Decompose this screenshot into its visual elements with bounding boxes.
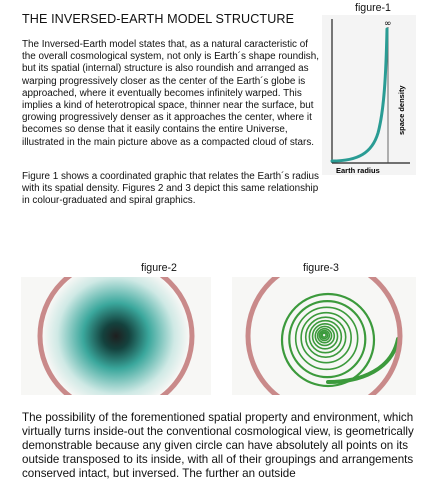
bottom-paragraph: The possibility of the forementioned spatial property and environment, which virtually turns inside-out the conventional cosmological view, is geometrically demonstrable because any given circle can have absolutely all points on its outside transposed to its inside, with all of their groupings and arrangements conserved intact, but inversed. The further an outside xyxy=(22,411,414,480)
figure-1-label: figure-1 xyxy=(355,2,391,14)
page-title: THE INVERSED-EARTH MODEL STRUCTURE xyxy=(22,12,295,26)
figure-2-graphic xyxy=(21,277,211,395)
spiral-ring xyxy=(322,333,326,337)
figure-2-svg xyxy=(21,277,211,395)
figure-3-graphic xyxy=(232,277,416,395)
figure-2-label: figure-2 xyxy=(141,262,177,274)
figures-description-paragraph: Figure 1 shows a coordinated graphic that relates the Earth´s radius with its spatial density. Figures 2 and 3 depict this same relationship in colour-graduated and spiral graphics. xyxy=(22,171,319,207)
x-axis-label: Earth radius xyxy=(336,166,380,175)
spiral xyxy=(282,294,398,386)
figure-1-graph xyxy=(322,15,416,175)
y-axis-label: space density xyxy=(397,85,406,135)
figure-3-label: figure-3 xyxy=(303,262,339,274)
infinity-symbol: ∞ xyxy=(384,19,392,29)
intro-paragraph: The Inversed-Earth model states that, as a natural caracteristic of the overall cosmological system, not only is Earth´s shape roundish, but its spatial (internal) structure is also roundish and arranged as warping progressively closer as the center of the Earth´s globe is approached, where it eventually becomes infinitely warped. This implies a kind of heterotropical space, thinner near the surface, but growing progressively denser as it approaches the center, where it becomes so dense that it easily contains the entire Universe, illustrated in the main picture above as a compacted cloud of stars. xyxy=(22,39,319,148)
color-gradient-disc xyxy=(43,277,189,395)
figure-1-svg xyxy=(322,15,416,175)
density-curve xyxy=(332,29,387,161)
figure-3-svg xyxy=(232,277,416,395)
